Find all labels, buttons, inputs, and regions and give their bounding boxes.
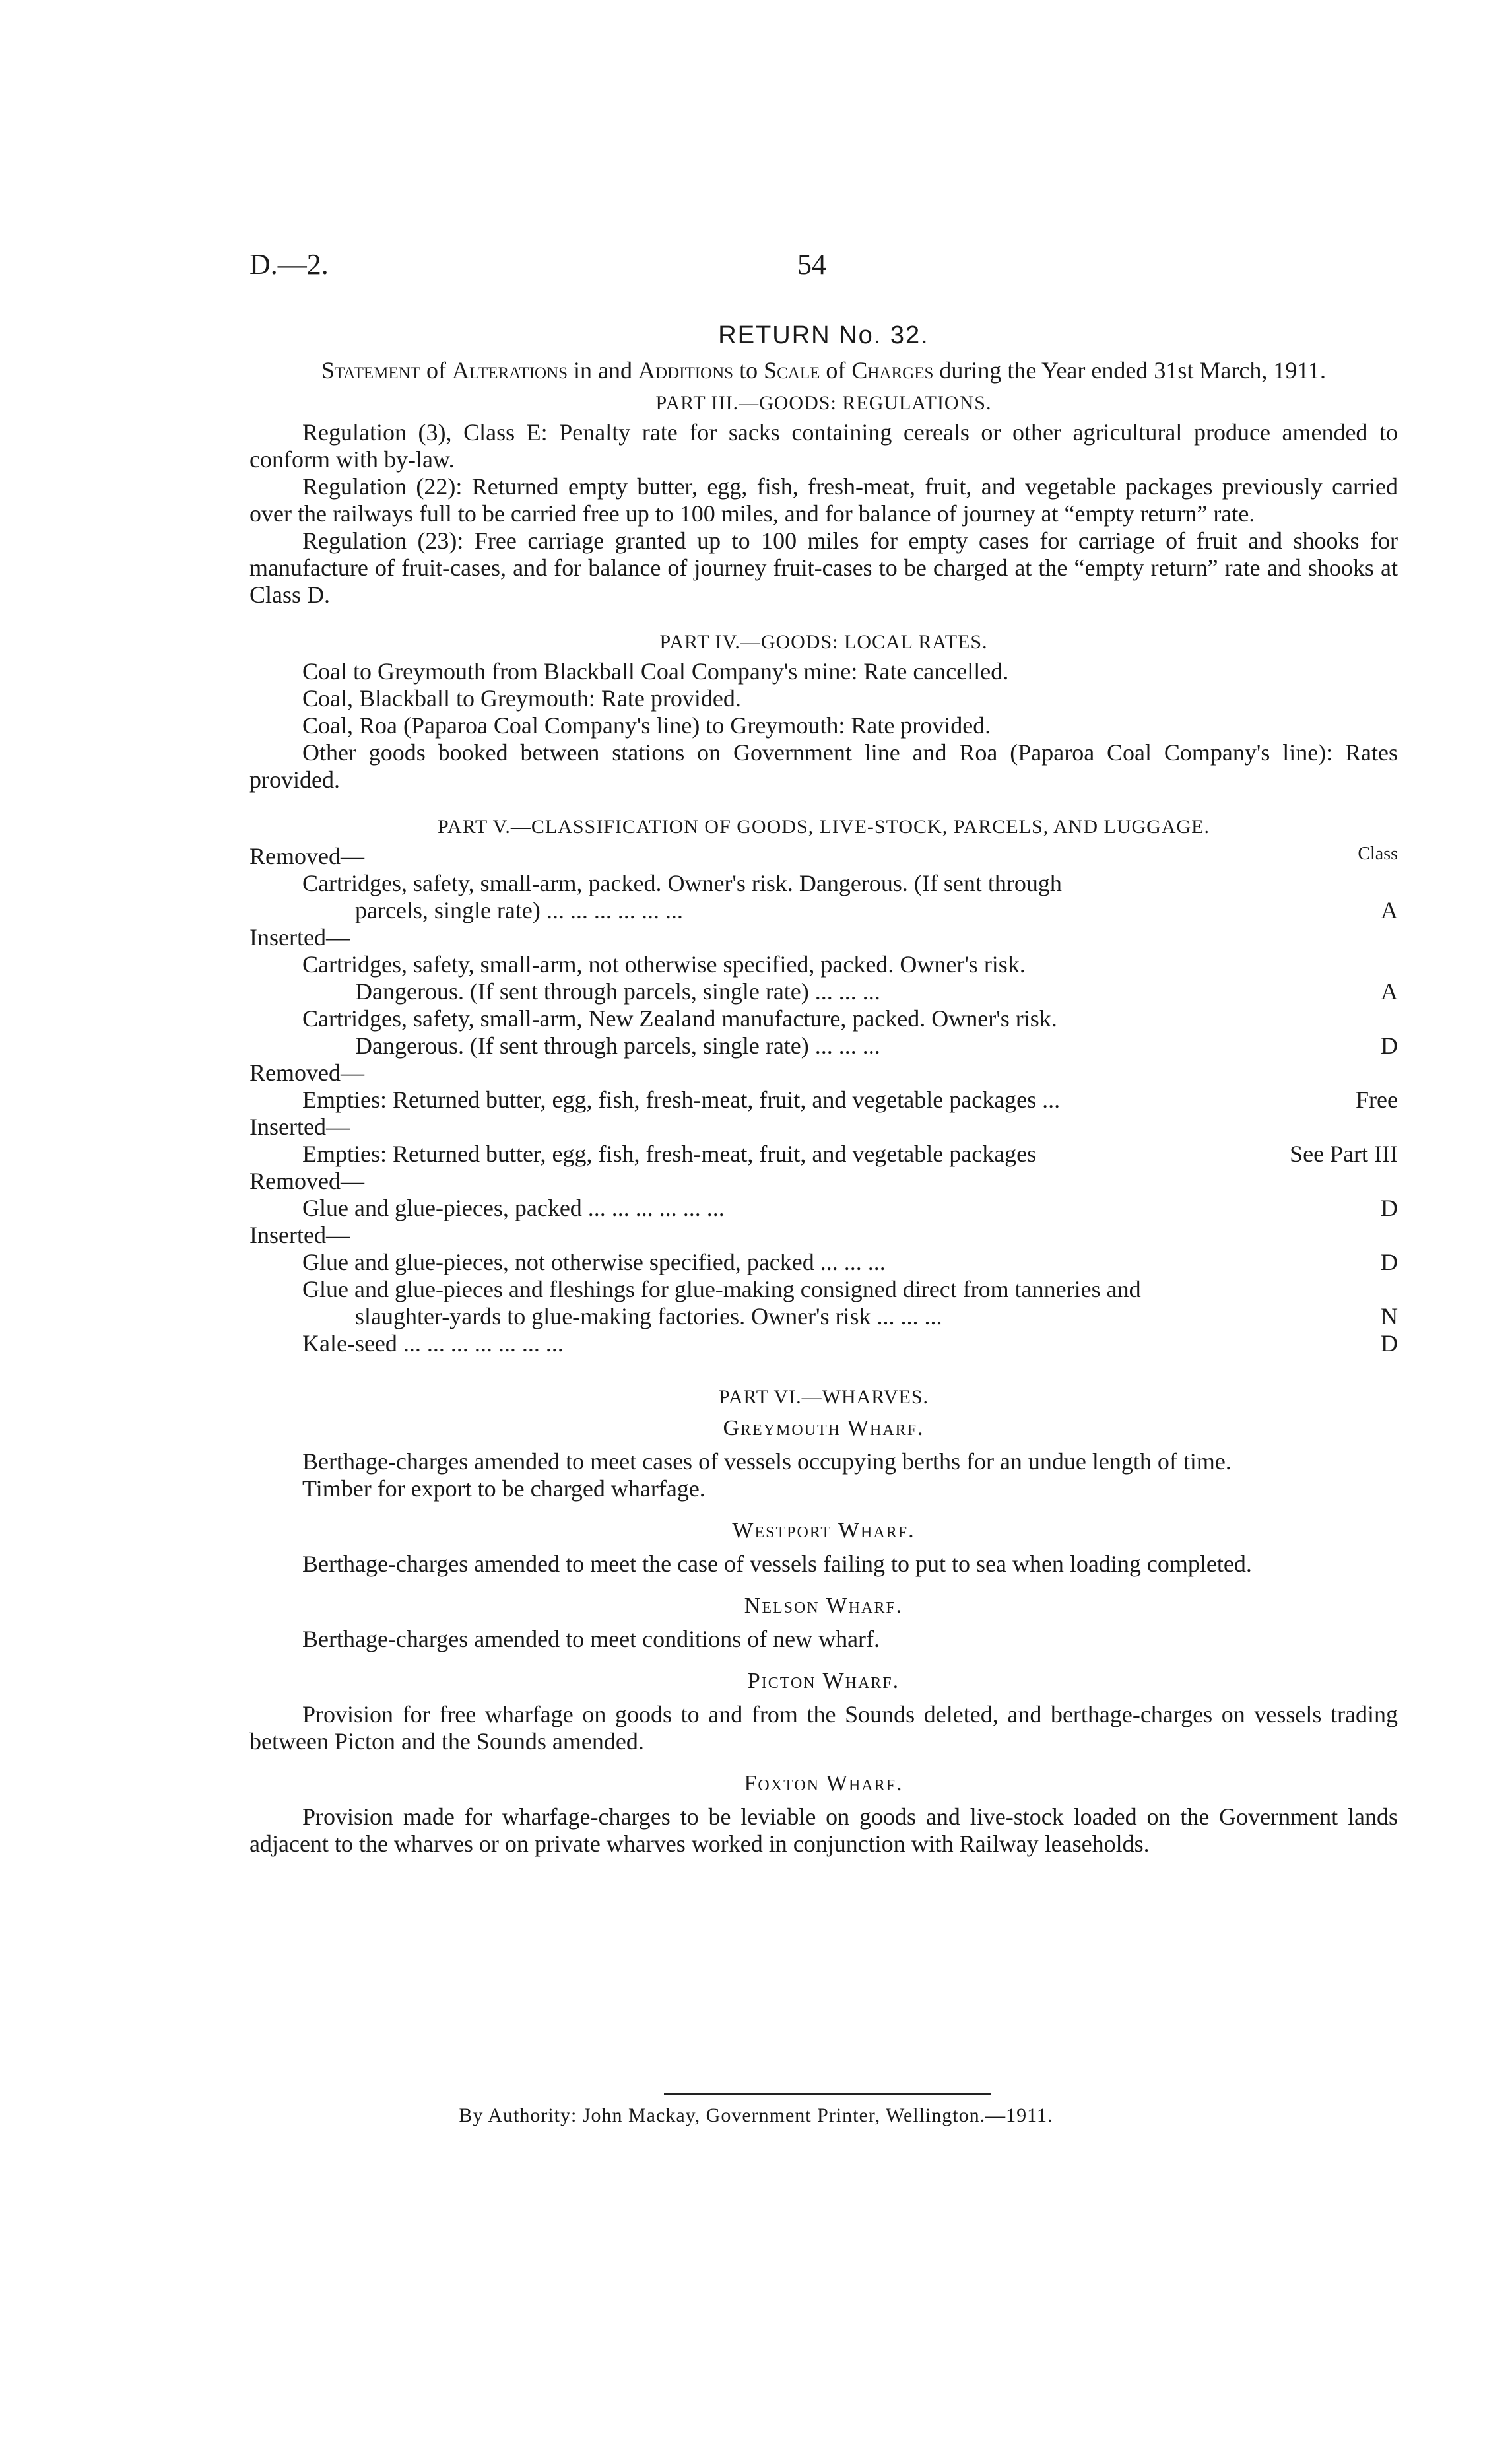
removed-label: Removed— (249, 1168, 364, 1194)
classification-row: parcels, single rate) ... ... ... ... ... ... A (355, 897, 1398, 923)
wharf-heading-westport: Westport Wharf. (732, 1518, 915, 1543)
classification-row: slaughter-yards to glue-making factories. Owner's risk ... ... ... N (355, 1303, 1398, 1329)
class-value: D (1381, 1330, 1398, 1357)
wharf-heading-nelson: Nelson Wharf. (744, 1593, 904, 1618)
classification-row: Glue and glue-pieces and fleshings for glue-making consigned direct from tanneries and (302, 1276, 1141, 1302)
regulation-paragraph: Regulation (3), Class E: Penalty rate for sacks containing cereals or other agricultural produce amended to conform with by-law. (249, 419, 1398, 473)
rate-paragraph: Other goods booked between stations on Government line and Roa (Paparoa Coal Company's line): Rates provided. (249, 739, 1398, 793)
classification-row: Cartridges, safety, small-arm, New Zealand manufacture, packed. Owner's risk. (302, 1005, 1057, 1032)
classification-row: Kale-seed ... ... ... ... ... ... ... D (302, 1330, 1398, 1357)
classification-row (249, 843, 1398, 870)
class-value: D (1381, 1032, 1398, 1059)
page-number: 54 (797, 248, 826, 281)
wharf-paragraph: Berthage-charges amended to meet conditions of new wharf. (302, 1626, 880, 1652)
class-value: A (1381, 897, 1398, 923)
wharf-heading-picton: Picton Wharf. (747, 1669, 900, 1693)
statement-heading: Statement of Alterations in and Additions to Scale of Charges during the Year ended 31st March, 1911. (321, 357, 1326, 384)
classification-row (249, 1059, 1398, 1087)
classification-row (249, 1114, 1398, 1141)
wharf-paragraph: Provision for free wharfage on goods to and from the Sounds deleted, and berthage-charges on vessels trading between Picton and the Sounds amended. (249, 1701, 1398, 1755)
classification-row: Empties: Returned butter, egg, fish, fresh-meat, fruit, and vegetable packages See Part III (302, 1141, 1398, 1167)
classification-row: Cartridges, safety, small-arm, packed. Owner's risk. Dangerous. (If sent through (302, 870, 1062, 896)
wharf-paragraph: Timber for export to be charged wharfage. (302, 1475, 706, 1502)
classification-row: Cartridges, safety, small-arm, not otherwise specified, packed. Owner's risk. (302, 951, 1026, 978)
classification-row (249, 924, 1398, 951)
class-value: N (1381, 1303, 1398, 1329)
inserted-label: Inserted— (249, 924, 350, 951)
classification-row: Glue and glue-pieces, packed ... ... ... ... ... ... D (302, 1195, 1398, 1221)
rate-paragraph: Coal, Blackball to Greymouth: Rate provided. (302, 685, 741, 712)
class-value: A (1381, 978, 1398, 1005)
class-value: See Part III (1290, 1141, 1398, 1167)
classification-row (249, 1168, 1398, 1195)
rate-paragraph: Coal to Greymouth from Blackball Coal Company's mine: Rate cancelled. (302, 658, 1009, 685)
regulation-paragraph: Regulation (22): Returned empty butter, egg, fish, fresh-meat, fruit, and vegetable packages previously carried over the railways full to be carried free up to 100 miles, and for balance of journey at “empty return” rate. (249, 473, 1398, 527)
wharf-heading-greymouth: Greymouth Wharf. (723, 1416, 925, 1440)
inserted-label: Inserted— (249, 1222, 350, 1248)
part-iv-heading: PART IV.—GOODS: LOCAL RATES. (659, 631, 988, 653)
class-value: Free (1356, 1087, 1398, 1113)
part-iii-heading: PART III.—GOODS: REGULATIONS. (655, 392, 992, 414)
part-vi-heading: PART VI.—WHARVES. (718, 1386, 929, 1408)
wharf-paragraph: Berthage-charges amended to meet cases of vessels occupying berths for an undue length of time. (302, 1448, 1232, 1475)
class-value: D (1381, 1195, 1398, 1221)
inserted-label: Inserted— (249, 1114, 350, 1140)
classification-row: Empties: Returned butter, egg, fish, fresh-meat, fruit, and vegetable packages ... Free (302, 1087, 1398, 1113)
class-column-header: Class (1358, 844, 1398, 864)
part-v-heading: PART V.—CLASSIFICATION OF GOODS, LIVE-STOCK, PARCELS, AND LUGGAGE. (438, 816, 1210, 838)
document-page (249, 248, 1398, 1858)
removed-label: Removed— (249, 843, 364, 869)
document-reference: D.—2. (249, 248, 329, 281)
removed-label: Removed— (249, 1059, 364, 1086)
rate-paragraph: Coal, Roa (Paparoa Coal Company's line) to Greymouth: Rate provided. (302, 712, 991, 739)
return-title: RETURN No. 32. (718, 321, 929, 349)
regulation-paragraph: Regulation (23): Free carriage granted up to 100 miles for empty cases for carriage of fruit and shooks for manufacture of fruit-cases, and for balance of journey fruit-cases to be charged at the “empty return” rate and shooks at Class D. (249, 527, 1398, 608)
classification-row: Dangerous. (If sent through parcels, single rate) ... ... ... D (355, 1032, 1398, 1059)
classification-row: Glue and glue-pieces, not otherwise specified, packed ... ... ... D (302, 1249, 1398, 1275)
wharf-paragraph: Berthage-charges amended to meet the case of vessels failing to put to sea when loading completed. (302, 1551, 1252, 1577)
class-value: D (1381, 1249, 1398, 1275)
footer-rule (664, 2093, 991, 2095)
wharf-paragraph: Provision made for wharfage-charges to be leviable on goods and live-stock loaded on the Government lands adjacent to the wharves or on private wharves worked in conjunction with Railway leaseholds. (249, 1803, 1398, 1857)
wharf-heading-foxton: Foxton Wharf. (744, 1771, 904, 1795)
page-header (249, 248, 1398, 290)
printer-imprint: By Authority: John Mackay, Government Printer, Wellington.—1911. (459, 2104, 1053, 2126)
classification-row: Dangerous. (If sent through parcels, single rate) ... ... ... A (355, 978, 1398, 1005)
classification-row (249, 1222, 1398, 1249)
